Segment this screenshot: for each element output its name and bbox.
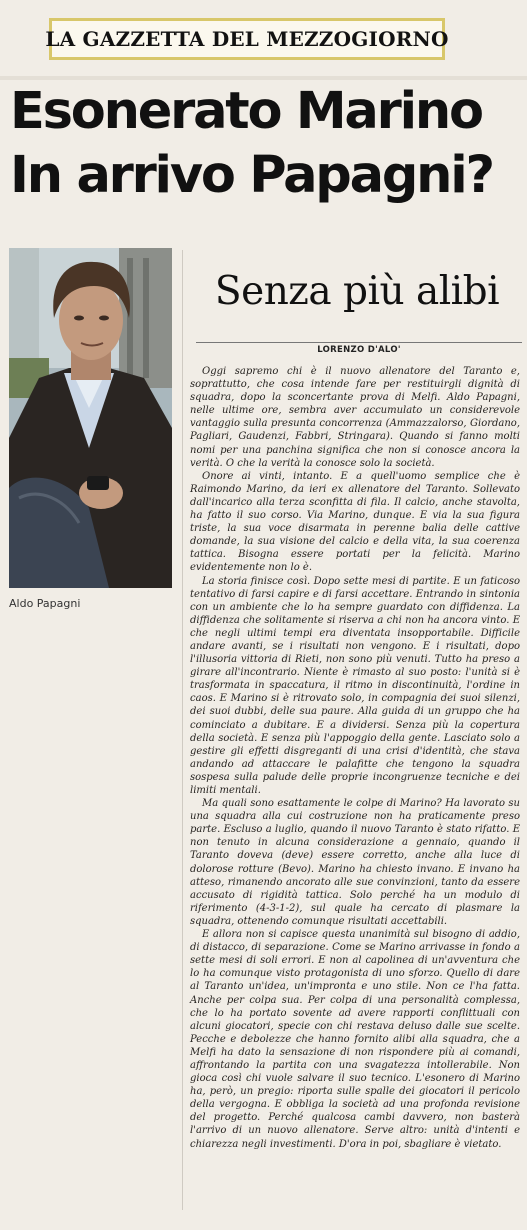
headline-line-2: In arrivo Papagni? [10, 146, 493, 205]
article-paragraph: E allora non si capisce questa unanimità sul bisogno di addio, di distacco, di separazione. Come se Marino arrivasse in fondo a sette mesi di soli errori. E non al capolinea di un'avventura che lo ha comunque visto protagonista di uno sforzo. Quello di dare al Taranto un'idea, un'impronta e uno stile. Non ce l'ha fatta. Anche per colpa sua. Per colpa di una personalità complessa, che lo ha portato sovente ad avere rapporti conflittuali con alcuni giocatori, specie con chi restava deluso dalle sue scelte. Pecche e debolezze che hanno fornito alibi alla squadra, che a Melfi ha dato la sensazione di non rispondere più ai comandi, affrontando la partita con una svagatezza intollerabile. Non gioca così chi vuole salvare il suo tecnico. L'esonero di Marino ha, però, un pregio: riporta sulle spalle dei giocatori il pericolo della vergogna. E obbliga la società ad una profonda revisione del progetto. Perché qualcosa cambi davvero, non basterà l'arrivo di un nuovo allenatore. Serve altro: unità d'intenti e chiarezza negli investimenti. D'ora in poi, sbagliare è vietato. [190, 929, 520, 1150]
portrait-illustration [9, 248, 172, 588]
article-title: Senza più alibi [214, 269, 500, 314]
masthead-title: LA GAZZETTA DEL MEZZOGIORNO [45, 27, 449, 51]
article-paragraph: Onore ai vinti, intanto. E a quell'uomo semplice che è Raimondo Marino, da ieri ex allenatore del Taranto. Sollevato dall'incarico alla terza sconfitta di fila. Il calcio, anche stavolta, ha fatto il suo corso. Via Marino, dunque. E via la sua figura triste, la sua voce disarmata in perenne balia delle cattive domande, la sua visione del calcio e della vita, la sua coerenza tattica. Bisogna essere portati per la felicità. Marino evidentemente non lo è. [190, 470, 520, 574]
article-paragraph: Ma quali sono esattamente le colpe di Marino? Ha lavorato su una squadra alla cui costruzione non ha praticamente preso parte. Escluso a luglio, quando il nuovo Taranto è stato rifatto. E non tenuto in alcuna considerazione a gennaio, quando il Taranto doveva (deve) essere corretto, anche alla luce di dolorose rotture (Bevo). Marino ha chiesto invano. E invano ha atteso, rimanendo ancorato alle sue convinzioni, tanto da essere accusato di rigidità tattica. Solo perché ha un modulo di riferimento (4-3-1-2), sul quale ha cercato di plasmare la squadra, ottenendo comunque risultati accettabili. [190, 798, 520, 927]
article-body [190, 365, 520, 1151]
photo-caption: Aldo Papagni [9, 597, 81, 610]
main-headline [10, 80, 522, 208]
title-underline [196, 342, 522, 343]
article-paragraph: La storia finisce così. Dopo sette mesi di partite. E un faticoso tentativo di farsi capire e di farsi accettare. Entrando in sintonia con un ambiente che lo ha sempre guardato con diffidenza. La diffidenza che solitamente si riserva a chi non ha ancora vinto. E che negli ultimi tempi era diventata insopportabile. Difficile andare avanti, se i risultati non vengono. E i risultati, dopo l'illusoria vittoria di Rieti, non sono più venuti. Tutto ha preso a girare all'incontrario. Niente è rimasto al suo posto: l'unità si è trasformata in spaccatura, il ritmo in discontinuità, l'ordine in caos. E Marino si è ritrovato solo, in compagnia dei suoi silenzi, dei suoi dubbi, delle sua paure. Alla guida di un gruppo che ha cominciato a dubitare. E a dividersi. Senza più la copertura della società. E senza più l'appoggio della gente. Lasciato solo a gestire gli effetti disgreganti di una crisi d'identità, che stava andando ad attaccare le palafitte che tengono la squadra sospesa sulla palude delle proprie incongruenze tecniche e dei limiti mentali. [190, 575, 520, 796]
headline-line-1: Esonerato Marino [10, 82, 482, 141]
newspaper-masthead [45, 18, 449, 60]
article-paragraph: Oggi sapremo chi è il nuovo allenatore del Taranto e, soprattutto, che cosa intende fare per restituirgli dignità di squadra, dopo la sconcertante prova di Melfi. Aldo Papagni, nelle ultime ore, sembra aver accumulato un considerevole vantaggio sulla presunta concorrenza (Ammazzalorso, Giordano, Pagliari, Gaudenzi, Fabbri, Stringara). Quando si fanno molti nomi per una panchina significa che non si conosce ancora la verità. O che la verità la conosce solo la società. [190, 366, 520, 469]
portrait-photo [9, 248, 172, 588]
article-byline: LORENZO D'ALO' [317, 345, 401, 355]
column-divider [182, 250, 183, 1210]
